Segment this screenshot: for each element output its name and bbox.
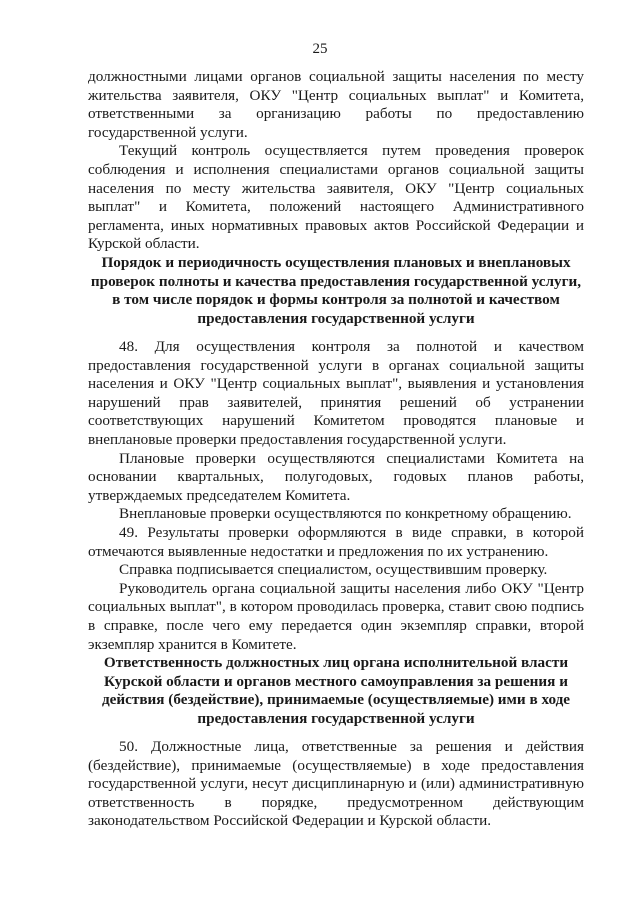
paragraph: 48. Для осуществления контроля за полнотой и качеством предоставления государственной услуги в органах социальной защиты населения и ОКУ "Центр социальных выплат", выявления и установления нарушений прав заявителей, принятия решений об устранении соответствующих нарушений Комитетом проводятся плановые и внеплановые проверки предоставления государственной услуги. [88,338,584,448]
section-heading: Порядок и периодичность осуществления плановых и внеплановых проверок полноты и качества предоставления государственной услуги, в том числе порядок и формы контроля за полнотой и качеством предоставления государственной услуги [90,254,582,327]
paragraph: 50. Должностные лица, ответственные за решения и действия (бездействие), принимаемые (осуществляемые) в ходе предоставления государственной услуги, несут дисциплинарную и (или) административную ответственность в порядке, предусмотренном действующим законодательством Российской Федерации и Курской области. [88,738,584,830]
section-body [88,738,584,831]
intro-block [88,68,584,254]
paragraph: Текущий контроль осуществляется путем проведения проверок соблюдения и исполнения специалистами органов социальной защиты населения по месту жительства заявителя, ОКУ "Центр социальных выплат" и Комитета, положений настоящего Административного регламента, иных нормативных правовых актов Российской Федерации и Курской области. [88,142,584,253]
paragraph: должностными лицами органов социальной защиты населения по месту жительства заявителя, ОКУ "Центр социальных выплат" и Комитета, ответственными за организацию работы по предоставлению государственной услуги. [88,68,584,141]
page-number: 25 [312,41,328,57]
paragraph: Внеплановые проверки осуществляются по конкретному обращению. [119,505,572,523]
paragraph: Плановые проверки осуществляются специалистами Комитета на основании квартальных, полугодовых, годовых планов работы, утверждаемых председателем Комитета. [88,449,584,504]
paragraph: 49. Результаты проверки оформляются в виде справки, в которой отмечаются выявленные недостатки и предложения по их устранению. [88,523,584,560]
section-body [88,338,584,654]
paragraph: Справка подписывается специалистом, осуществившим проверку. [119,561,548,579]
paragraph: Руководитель органа социальной защиты населения либо ОКУ "Центр социальных выплат", в котором проводилась проверка, ставит свою подпись в справке, после чего ему передается один экземпляр справки, второй экземпляр хранится в Комитете. [88,579,584,653]
section-heading: Ответственность должностных лиц органа исполнительной власти Курской области и органов местного самоуправления за решения и действия (бездействие), принимаемые (осуществляемые) ими в ходе предоставления государственной услуги [101,654,571,727]
